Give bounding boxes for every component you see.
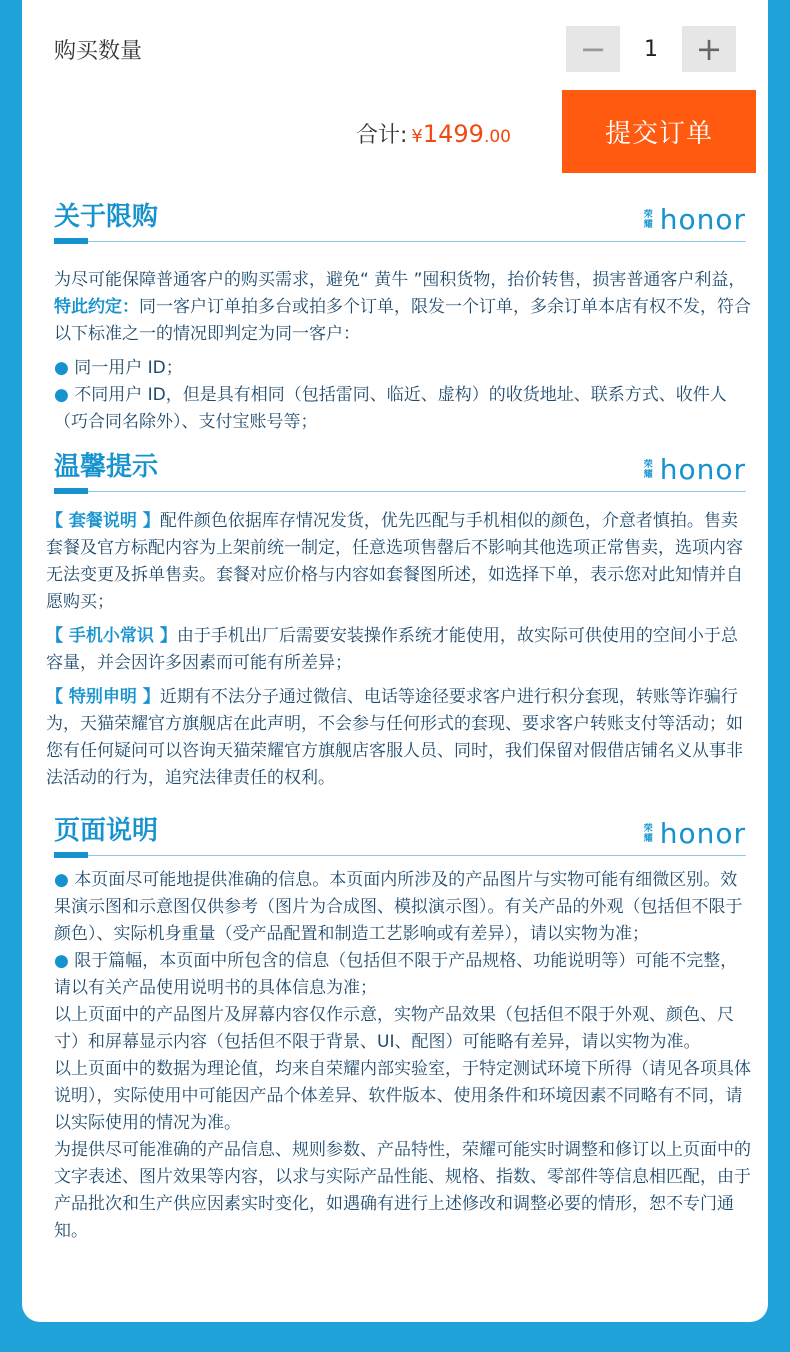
honor-logo-cn: 荣耀 [643,460,653,480]
honor-logo [643,453,746,486]
increase-button[interactable]: + [682,26,736,72]
tips-text [46,508,752,792]
honor-logo-en: honor [659,203,746,236]
section-divider [54,241,746,242]
bullet-text: 限于篇幅，本页面中所包含的信息（包括但不限于产品规格、功能说明等）可能不完整，请以有关产品使用说明书的具体信息为准； [54,951,738,998]
honor-logo [643,817,746,850]
page-notes-text [54,867,754,1245]
bullet-icon: ● [54,385,69,405]
purchase-limit-text [54,267,754,436]
paragraph-text: 为提供尽可能准确的产品信息、规则参数、产品特性，荣耀可能实时调整和修订以上页面中的文字表述、图片效果等内容，以求与实际产品性能、规格、指数、零部件等信息相匹配，由于产品批次和生产供应因素实时变化，如遇确有进行上述修改和调整必要的情形，恕不专门通知。 [54,1140,751,1241]
honor-logo-en: honor [659,817,746,850]
bullet-icon: ● [54,870,69,890]
bullet-text: 不同用户 ID，但是具有相同（包括雷同、临近、虚构）的收货地址、联系方式、收件人（巧合同名除外）、支付宝账号等； [54,385,727,432]
section-divider [54,855,746,856]
bullet-text: 同一用户 ID； [74,358,183,378]
paragraph-text: 同一客户订单拍多台或拍多个订单，限发一个订单，多余订单本店有权不发，符合以下标准之一的情况即判定为同一客户： [54,297,751,344]
quantity-label: 购买数量 [54,39,143,64]
section-title: 关于限购 [54,202,159,232]
honor-logo-cn: 荣耀 [643,824,653,844]
section-accent-bar [54,852,88,858]
total-label: 合计: [356,123,408,148]
section-title: 温馨提示 [54,452,159,482]
bullet-text: 本页面尽可能地提供准确的信息。本页面内所涉及的产品图片与实物可能有细微区别。效果演示图和示意图仅供参考（图片为合成图、模拟演示图）。有关产品的外观（包括但不限于颜色）、实际机身重量（受产品配置和制造工艺影响或有差异），请以实物为准； [54,870,743,944]
bullet-icon: ● [54,951,69,971]
currency-symbol: ¥ [411,126,423,147]
honor-logo-cn: 荣耀 [643,210,653,230]
honor-logo [643,203,746,236]
bullet-icon: ● [54,358,69,378]
paragraph-text: 以上页面中的产品图片及屏幕内容仅作示意，实物产品效果（包括但不限于外观、颜色、尺寸）和屏幕显示内容（包括但不限于背景、UI、配图）可能略有差异，请以实物为准。 [54,1005,734,1052]
order-total [356,118,511,149]
decrease-button[interactable]: − [566,26,620,72]
paragraph-text: 以上页面中的数据为理论值，均来自荣耀内部实验室，于特定测试环境下所得（请见各项具体说明），实际使用中可能因产品个体差异、软件版本、使用条件和环境因素不同略有不同，请以实际使用的情况为准。 [54,1059,751,1133]
total-decimals: .00 [483,127,511,147]
honor-logo-en: honor [659,453,746,486]
paragraph-text: 由于手机出厂后需要安装操作系统才能使用，故实际可供使用的空间小于总容量，并会因许多因素而可能有所差异； [46,626,738,673]
emphasis-text: 特此约定： [54,297,139,317]
section-title: 页面说明 [54,816,159,846]
paragraph-text: 配件颜色依据库存情况发货，优先匹配与手机相似的颜色，介意者慎拍。售卖套餐及官方标配内容为上架前统一制定，任意选项售罄后不影响其他选项正常售卖，选项内容无法变更及拆单售卖。套餐对应价格与内容如套餐图所述，如选择下单，表示您对此知情并自愿购买； [46,511,743,612]
paragraph-text: 为尽可能保障普通客户的购买需求，避免“ 黄牛 ”囤积货物，抬价转售，损害普通客户利益， [54,270,746,290]
tip-heading: 【 特别申明 】 [46,687,160,707]
total-amount: 1499 [422,120,484,148]
submit-order-button[interactable]: 提交订单 [562,90,756,173]
tip-heading: 【 套餐说明 】 [46,511,160,531]
quantity-stepper [566,26,736,72]
section-accent-bar [54,488,88,494]
section-divider [54,491,746,492]
paragraph-text: 近期有不法分子通过微信、电话等途径要求客户进行积分套现，转账等诈骗行为，天猫荣耀官方旗舰店在此声明，不会参与任何形式的套现、要求客户转账支付等活动；如您有任何疑问可以咨询天猫荣耀官方旗舰店客服人员、同时，我们保留对假借店铺名义从事非法活动的行为，追究法律责任的权利。 [46,687,743,788]
section-accent-bar [54,238,88,244]
quantity-input[interactable]: 1 [644,36,658,62]
tip-heading: 【 手机小常识 】 [46,626,177,646]
